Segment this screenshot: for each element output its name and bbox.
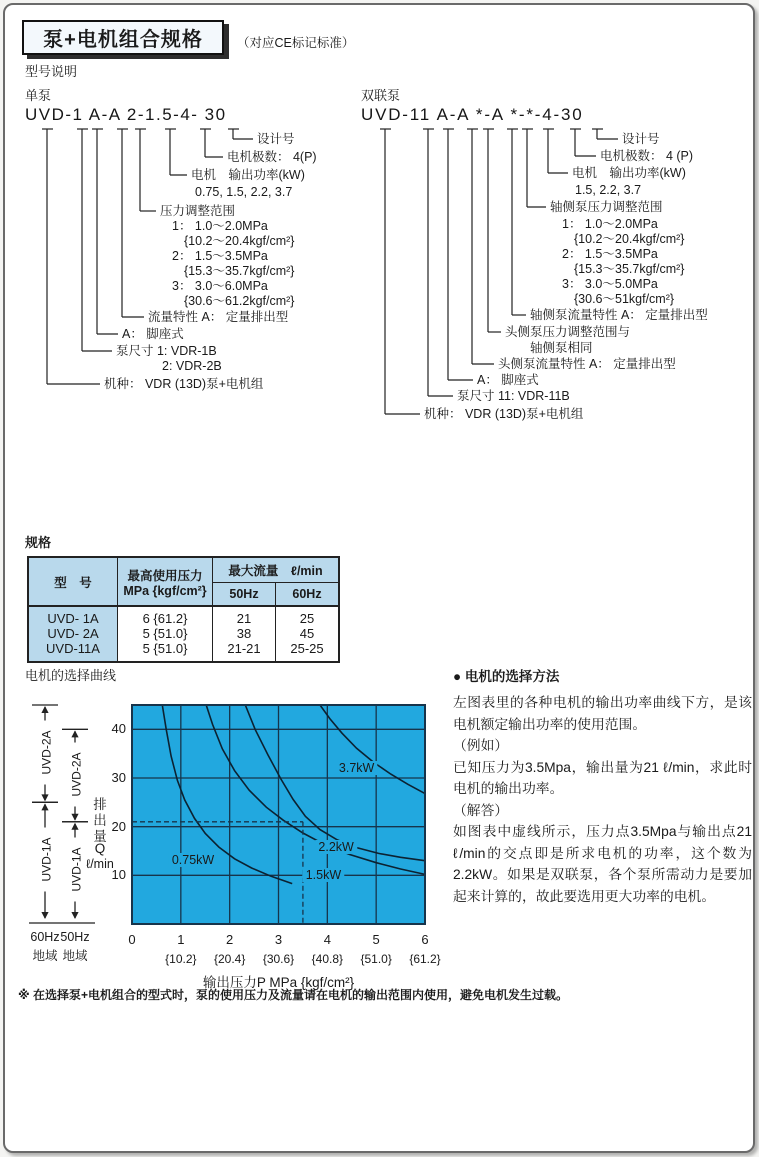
model-description-heading: 型号说明 — [25, 64, 78, 79]
page-title: 泵+电机组合规格 — [43, 29, 203, 51]
double-pump-callout-p3: 3： 3.0～5.0MPa — [562, 277, 658, 291]
single-pump-callout-p1k: {10.2～20.4kgf/cm²} — [184, 234, 295, 248]
table-row — [28, 641, 339, 662]
cell-model: UVD- 2A — [28, 626, 118, 641]
double-pump-callout-design_no: 设计号 — [622, 132, 660, 146]
method-paragraph: 如图表中虚线所示，压力点3.5Mpa与输出点21 ℓ/min的交点即是所求电机的功率，这个数为2.2kW。如果是双联泵，各个泵所需动力是要加起来计算的，故此要选用更大功率的电机。 — [453, 824, 752, 904]
y-axis-label: ℓ/min — [86, 857, 114, 871]
x-tick-label: 1 — [177, 932, 185, 947]
double-pump-callout-series: 机种： VDR (13D)泵+电机组 — [424, 407, 584, 421]
col-header-pressure-line1: 最高使用压力 — [127, 568, 203, 583]
single-pump-model: UVD-1 A-A 2-1.5-4- 30 — [25, 105, 227, 124]
method-paragraph: （解答） — [453, 802, 509, 818]
single-pump-callout-p3k: {30.6～61.2kgf/cm²} — [184, 294, 295, 308]
x-tick-kgf-label: {61.2} — [409, 952, 441, 966]
spec-table-wrap — [27, 556, 340, 663]
table-row — [28, 606, 339, 626]
x-tick-label: 3 — [274, 932, 283, 947]
method-paragraph: 已知压力为3.5Mpa，输出量为21 ℓ/min，求此时电机的输出功率。 — [453, 759, 752, 797]
x-tick-label: 5 — [372, 932, 380, 947]
double-pump-callout-foot: A： 脚座式 — [477, 373, 539, 387]
method-title — [453, 665, 752, 685]
cell-model: UVD- 1A — [28, 606, 118, 626]
y-tick-label: 30 — [111, 770, 126, 785]
y-axis-label: 出 — [93, 813, 107, 828]
y-axis-label: 量 — [93, 829, 107, 844]
cell-pressure: 5 {51.0} — [118, 626, 213, 641]
col-header-model: 型 号 — [28, 557, 118, 606]
footnote: ※ 在选择泵+电机组合的型式时，泵的使用压力及流量请在电机的输出范围内使用，避免电机发生过载。 — [18, 988, 569, 1002]
y-tick-label: 10 — [111, 867, 126, 883]
double-pump-callout-power_values: 1.5, 2.2, 3.7 — [575, 183, 642, 197]
method-panel — [453, 665, 752, 907]
col-header-50hz: 50Hz — [213, 583, 276, 607]
double-pump-callout-head_pressure_1: 头侧泵压力调整范围与 — [505, 325, 631, 339]
x-tick-label: 4 — [323, 932, 331, 947]
double-pump-callout-p3k: {30.6～51kgf/cm²} — [574, 292, 675, 306]
single-pump-callout-power_title: 电机 输出功率(kW) — [191, 168, 305, 182]
double-pump-heading: 双联泵 — [361, 88, 401, 103]
cell-flow60: 45 — [276, 626, 340, 641]
single-pump-callout-size1: 泵尺寸 1: VDR-1B — [116, 344, 217, 358]
cell-flow60: 25 — [276, 606, 340, 626]
region-range-label-UVD-2A: UVD-2A — [71, 742, 84, 806]
single-pump-callout-p2: 2： 1.5～3.5MPa — [172, 249, 268, 263]
col-header-flow: 最大流量 ℓ/min — [213, 557, 340, 583]
spec-heading: 规格 — [25, 535, 52, 550]
catalog-page — [3, 3, 755, 1153]
col-header-pressure — [118, 557, 213, 606]
double-pump-callout-p1: 1： 1.0～2.0MPa — [562, 217, 658, 231]
method-title-text: 电机的选择方法 — [461, 669, 560, 684]
single-pump-callout-p3: 3： 3.0～6.0MPa — [172, 279, 268, 293]
x-tick-label: 0 — [128, 932, 136, 947]
spec-table — [27, 556, 340, 663]
curve-label-0.75kW: 0.75kW — [169, 853, 217, 867]
double-pump-callout-head_flow: 头侧泵流量特性 A： 定量排出型 — [498, 357, 676, 371]
region-hz-label: 60Hz — [30, 930, 60, 944]
x-axis-title: 输出压力P MPa {kgf/cm²} — [202, 975, 355, 990]
cell-flow60: 25-25 — [276, 641, 340, 662]
region-range-label-UVD-1A: UVD-1A — [41, 828, 54, 892]
y-axis-label: 排 — [93, 797, 107, 812]
double-pump-callout-shaft_pressure_title: 轴侧泵压力调整范围 — [550, 200, 663, 214]
y-tick-label: 40 — [111, 721, 126, 737]
single-pump-callout-p1: 1： 1.0～2.0MPa — [172, 219, 268, 233]
y-tick-label: 20 — [111, 818, 126, 834]
region-range-label-UVD-1A: UVD-1A — [71, 837, 84, 901]
x-tick-kgf-label: {40.8} — [311, 952, 344, 966]
x-tick-kgf-label: {30.6} — [262, 952, 295, 966]
x-tick-kgf-label: {20.4} — [213, 952, 246, 966]
x-tick-kgf-label: {10.2} — [165, 952, 197, 966]
curve-label-2.2kW: 2.2kW — [315, 840, 356, 854]
chart-heading: 电机的选择曲线 — [25, 668, 117, 683]
single-pump-callout-size2: 2: VDR-2B — [162, 359, 222, 373]
col-header-60hz: 60Hz — [276, 583, 340, 607]
method-paragraph: （例如） — [453, 738, 509, 754]
table-row — [28, 626, 339, 641]
x-tick-kgf-label: {51.0} — [360, 952, 392, 966]
double-pump-callout-p1k: {10.2～20.4kgf/cm²} — [574, 232, 685, 246]
double-pump-callout-shaft_flow: 轴侧泵流量特性 A： 定量排出型 — [530, 308, 708, 322]
double-pump-callout-head_pressure_2: 轴侧泵相同 — [530, 341, 593, 355]
motor-selection-chart — [5, 690, 465, 990]
region-range-label-UVD-2A: UVD-2A — [41, 720, 54, 784]
single-pump-callout-pressure_title: 压力调整范围 — [160, 204, 236, 218]
single-pump-callout-poles: 电机极数： 4(P) — [227, 150, 317, 164]
single-pump-callout-p2k: {15.3～35.7kgf/cm²} — [184, 264, 295, 278]
single-pump-heading: 单泵 — [25, 88, 52, 103]
double-pump-callout-p2: 2： 1.5～3.5MPa — [562, 247, 658, 261]
single-pump-callout-power_values: 0.75, 1.5, 2.2, 3.7 — [195, 185, 293, 199]
double-pump-callout-size: 泵尺寸 11: VDR-11B — [457, 389, 570, 403]
y-axis-label: Q — [94, 841, 106, 856]
x-tick-label: 2 — [226, 932, 234, 947]
ce-standard-note: （对应CE标记标准） — [237, 36, 355, 50]
single-pump-callout-design_no: 设计号 — [257, 132, 295, 146]
col-header-pressure-line2: MPa {kgf/cm²} — [123, 583, 207, 598]
double-pump-callout-poles: 电机极数： 4 (P) — [600, 149, 694, 163]
double-pump-callout-p2k: {15.3～35.7kgf/cm²} — [574, 262, 685, 276]
double-pump-callout-power_title: 电机 输出功率(kW) — [572, 166, 686, 180]
cell-flow50: 21 — [213, 606, 276, 626]
cell-pressure: 5 {51.0} — [118, 641, 213, 662]
region-hz-label: 50Hz — [60, 930, 90, 944]
method-paragraph: 左图表里的各种电机的输出功率曲线下方，是该电机额定输出功率的使用范围。 — [453, 695, 752, 732]
curve-label-3.7kW: 3.7kW — [336, 761, 377, 775]
bullet-icon: ● — [453, 669, 462, 684]
curve-label-1.5kW: 1.5kW — [303, 868, 344, 882]
cell-flow50: 21-21 — [213, 641, 276, 662]
region-area-label: 地域 — [32, 949, 58, 963]
single-pump-callout-foot: A： 脚座式 — [122, 327, 184, 341]
cell-flow50: 38 — [213, 626, 276, 641]
cell-pressure: 6 {61.2} — [118, 606, 213, 626]
cell-model: UVD-11A — [28, 641, 118, 662]
single-pump-callout-flow: 流量特性 A： 定量排出型 — [148, 310, 289, 324]
page-title-box — [22, 20, 224, 55]
single-pump-callout-series: 机种： VDR (13D)泵+电机组 — [104, 377, 264, 391]
double-pump-model: UVD-11 A-A *-A *-*-4-30 — [361, 105, 584, 124]
region-area-label: 地域 — [62, 949, 88, 963]
x-tick-label: 6 — [421, 932, 429, 947]
